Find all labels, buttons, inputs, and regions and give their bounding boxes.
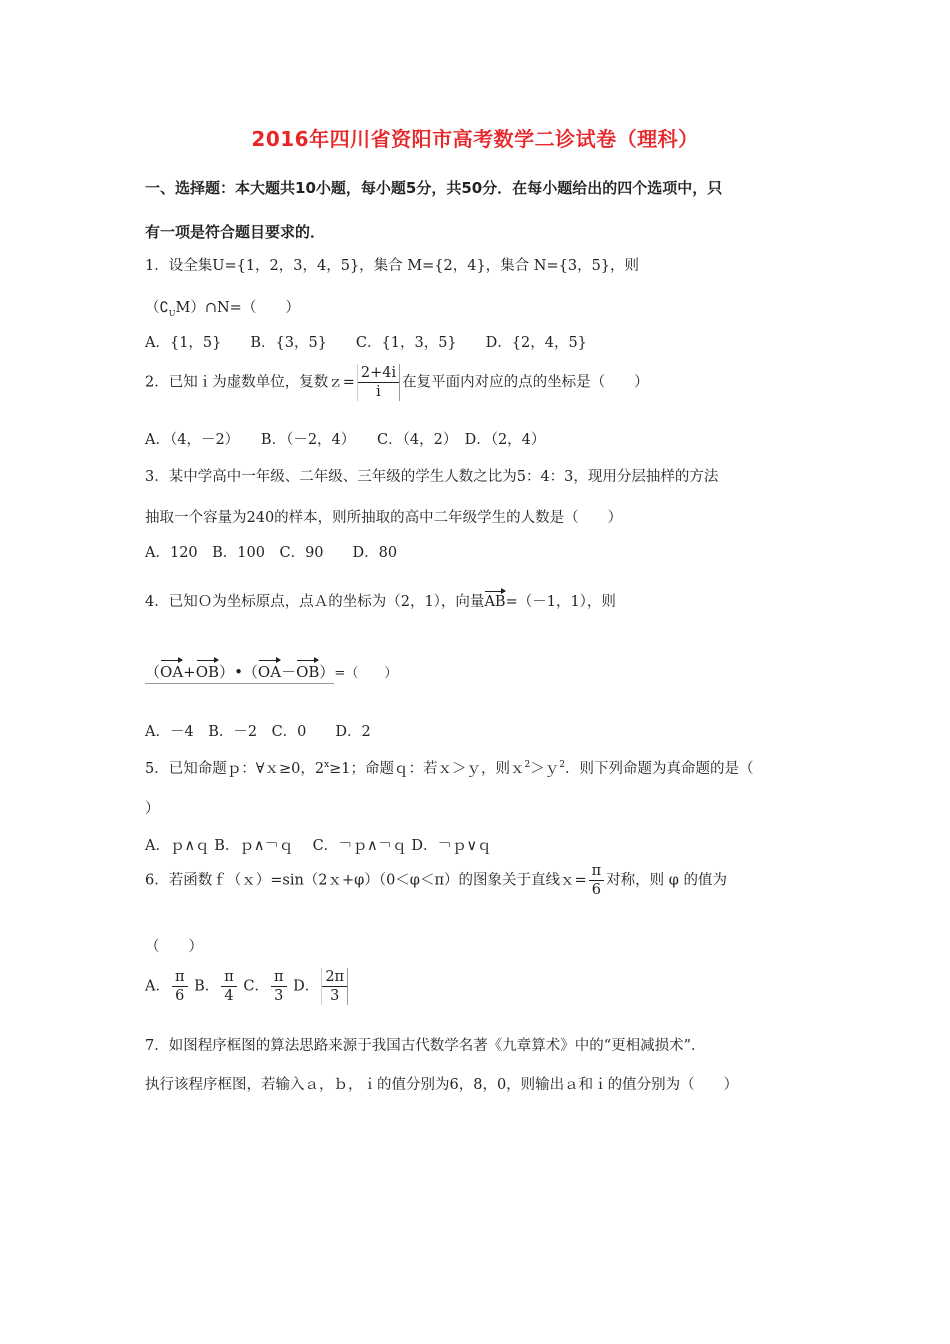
question-2-stem <box>145 364 649 401</box>
q2-frac-num: 2+4i <box>358 364 399 383</box>
q5-sup-x: x <box>324 760 330 771</box>
expr-open: （ <box>145 663 161 681</box>
vector-expression <box>145 663 334 684</box>
q4-post: =（－1，1），则 <box>505 594 616 610</box>
q6-opt-c-label: C． <box>243 978 270 995</box>
q6-opt-b-num: π <box>221 968 237 987</box>
q1-expr-pre: （∁ <box>145 300 169 316</box>
question-4-options: A．－4 B．－2 C．0 D．2 <box>145 724 371 740</box>
question-5-options: A．ｐ∧ｑ B．ｐ∧￢ｑ C．￢ｐ∧￢ｑ D．￢ｐ∨ｑ <box>145 838 492 854</box>
q2-post: 在复平面内对应的点的坐标是（ ） <box>402 374 649 391</box>
q6-post: 对称，则 φ 的值为 <box>606 872 728 889</box>
q6-opt-c-num: π <box>271 968 287 987</box>
question-4-expression <box>145 661 397 682</box>
q6-opt-c-fraction <box>271 968 287 1005</box>
q6-opt-d-label: D． <box>293 978 320 995</box>
page-title: 2016年四川省资阳市高考数学二诊试卷（理科） <box>251 127 699 151</box>
q6-opt-a-fraction <box>172 968 188 1005</box>
q6-opt-b-fraction <box>221 968 237 1005</box>
q5-sup-2b: 2 <box>559 760 565 771</box>
question-3-line1: 3．某中学高中一年级、二年级、三年级的学生人数之比为5：4：3，现用分层抽样的方法 <box>145 469 719 485</box>
question-1-stem: 1．设全集U={1，2，3，4，5}，集合 M={2，4}，集合 N={3，5}，则 <box>145 258 640 274</box>
q6-frac-den: 6 <box>591 882 601 898</box>
expr-mid: ）•（ <box>219 663 258 681</box>
vector-oa-2: OA <box>257 663 282 681</box>
question-6-stem <box>145 862 727 899</box>
question-7-line1: 7．如图程序框图的算法思路来源于我国古代数学名著《九章算术》中的“更相减损术”． <box>145 1038 706 1054</box>
q6-opt-d-den: 3 <box>330 988 340 1004</box>
q2-pre: 2．已知ｉ为虚数单位，复数ｚ= <box>145 374 355 391</box>
question-6-options <box>145 968 350 1005</box>
q2-fraction <box>357 364 400 401</box>
q5-pre: 5．已知命题ｐ：∀ｘ≥0，2 <box>145 761 325 777</box>
section-heading <box>145 166 825 254</box>
q6-opt-a-label: A． <box>145 978 170 995</box>
q6-opt-a-den: 6 <box>175 988 185 1004</box>
question-6-line2: （ ） <box>145 939 203 955</box>
question-5-line2: ） <box>145 801 160 817</box>
question-3-line2: 抽取一个容量为240的样本，则所抽取的高中二年级学生的人数是（ ） <box>145 510 623 526</box>
expr-plus: + <box>183 663 196 681</box>
question-1-expression <box>145 296 300 318</box>
q6-fraction <box>589 862 605 899</box>
q6-opt-d-num: 2π <box>322 968 347 987</box>
expr-close: ） <box>319 663 335 681</box>
q5-mid: ≥1；命题ｑ：若ｘ＞ｙ，则ｘ <box>329 761 525 777</box>
section-heading-line2: 有一项是符合题目要求的． <box>145 223 326 241</box>
q4-expr-tail: =（ ） <box>334 666 398 681</box>
section-heading-line1: 一、选择题：本大题共10小题，每小题5分，共50分．在每小题给出的四个选项中，只 <box>145 179 723 197</box>
question-5-stem <box>145 757 754 778</box>
q4-pre: 4．已知Ｏ为坐标原点，点Ａ的坐标为（2，1），向量 <box>145 594 485 610</box>
q1-expr-sub: U <box>168 308 176 318</box>
q6-opt-c-den: 3 <box>274 988 284 1004</box>
q5-post: ．则下列命题为真命题的是（ <box>565 761 754 777</box>
question-4-stem <box>145 590 616 611</box>
question-2-options: A．（4，－2） B．（－2，4） C．（4，2） D．（2，4） <box>145 432 546 448</box>
vector-ob-1: OB <box>195 663 220 681</box>
vector-ob-2: OB <box>296 663 320 681</box>
question-7-line2: 执行该程序框图，若输入ａ，ｂ，ｉ的值分别为6，8，0，则输出ａ和ｉ的值分别为（ ） <box>145 1077 739 1093</box>
expr-minus: － <box>281 663 297 681</box>
q6-opt-a-num: π <box>172 968 188 987</box>
question-3-options: A．120 B．100 C．90 D．80 <box>145 545 398 561</box>
q5-mid2: ＞ｙ <box>530 761 560 777</box>
q6-pre: 6．若函数ｆ（ｘ）=sin（2ｘ+φ）（0＜φ＜π）的图象关于直线ｘ= <box>145 872 587 889</box>
q6-opt-d-fraction <box>321 968 348 1005</box>
q6-opt-b-label: B． <box>194 978 220 995</box>
q6-opt-b-den: 4 <box>224 988 234 1004</box>
q2-frac-den: i <box>376 384 381 400</box>
q6-frac-num: π <box>589 862 605 881</box>
q5-sup-2a: 2 <box>524 760 531 771</box>
vector-oa-1: OA <box>160 663 184 681</box>
vector-ab: AB <box>484 594 506 610</box>
question-1-options: A．{1，5} B．{3，5} C．{1，3，5} D．{2，4，5} <box>145 335 587 351</box>
q1-expr-post: M）∩N=（ ） <box>175 300 300 316</box>
